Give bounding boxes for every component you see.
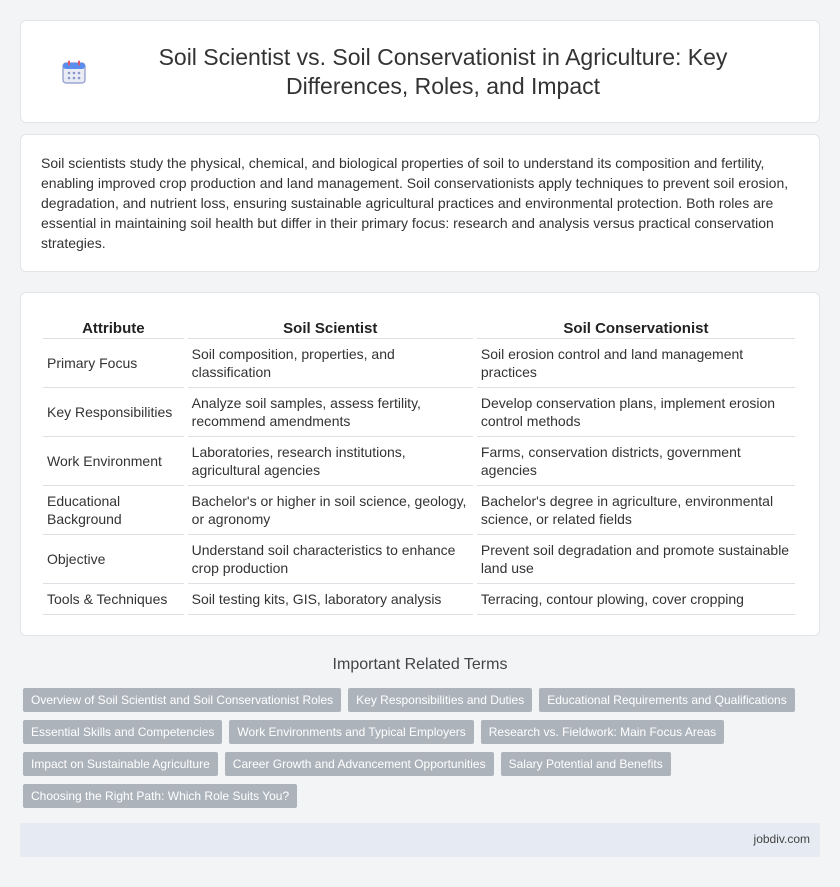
intro-text: Soil scientists study the physical, chemical, and biological properties of soil to understand its composition and fertility, enabling improved crop production and land management. Soil conservationists apply techniques to prevent soil erosion, degradation, and nutrient loss, ensuring sustainable agricultural practices and environmental protection. Both roles are essential in maintaining soil health but differ in their primary focus: research and analysis versus practical conservation strategies. bbox=[41, 155, 789, 251]
table-cell: Soil testing kits, GIS, laboratory analysis bbox=[188, 584, 473, 615]
related-term-tag[interactable]: Career Growth and Advancement Opportunities bbox=[225, 752, 494, 776]
related-term-tag[interactable]: Choosing the Right Path: Which Role Suits You? bbox=[23, 784, 297, 808]
column-header: Attribute bbox=[43, 313, 184, 339]
table-cell: Farms, conservation districts, government agencies bbox=[477, 437, 795, 486]
comparison-table bbox=[39, 313, 799, 615]
table-cell: Key Responsibilities bbox=[43, 388, 184, 437]
table-cell: Bachelor's degree in agriculture, environmental science, or related fields bbox=[477, 486, 795, 535]
table-cell: Soil composition, properties, and classification bbox=[188, 339, 473, 388]
table-cell: Understand soil characteristics to enhance crop production bbox=[188, 535, 473, 584]
table-row bbox=[43, 486, 795, 535]
related-term-tag[interactable]: Overview of Soil Scientist and Soil Conservationist Roles bbox=[23, 688, 341, 712]
table-row bbox=[43, 388, 795, 437]
related-terms-tags bbox=[23, 688, 823, 808]
table-cell: Objective bbox=[43, 535, 184, 584]
table-cell: Bachelor's or higher in soil science, geology, or agronomy bbox=[188, 486, 473, 535]
related-term-tag[interactable]: Salary Potential and Benefits bbox=[501, 752, 671, 776]
related-term-tag[interactable]: Educational Requirements and Qualifications bbox=[539, 688, 794, 712]
table-cell: Work Environment bbox=[43, 437, 184, 486]
title-wrap bbox=[21, 21, 819, 122]
column-header: Soil Scientist bbox=[188, 313, 473, 339]
table-row bbox=[43, 437, 795, 486]
table-row bbox=[43, 339, 795, 388]
header-card bbox=[20, 20, 820, 123]
table-cell: Develop conservation plans, implement erosion control methods bbox=[477, 388, 795, 437]
calendar-icon bbox=[61, 59, 87, 85]
related-term-tag[interactable]: Research vs. Fieldwork: Main Focus Areas bbox=[481, 720, 724, 744]
related-term-tag[interactable]: Impact on Sustainable Agriculture bbox=[23, 752, 218, 776]
table-row bbox=[43, 535, 795, 584]
table-cell: Laboratories, research institutions, agricultural agencies bbox=[188, 437, 473, 486]
related-term-tag[interactable]: Essential Skills and Competencies bbox=[23, 720, 222, 744]
table-cell: Tools & Techniques bbox=[43, 584, 184, 615]
table-cell: Prevent soil degradation and promote sustainable land use bbox=[477, 535, 795, 584]
table-header-row bbox=[43, 313, 795, 339]
table-cell: Educational Background bbox=[43, 486, 184, 535]
related-term-tag[interactable]: Work Environments and Typical Employers bbox=[229, 720, 473, 744]
table-cell: Analyze soil samples, assess fertility, recommend amendments bbox=[188, 388, 473, 437]
intro-card bbox=[20, 134, 820, 272]
column-header: Soil Conservationist bbox=[477, 313, 795, 339]
footer-site-link[interactable]: jobdiv.com bbox=[753, 832, 810, 846]
page-title: Soil Scientist vs. Soil Conservationist in Agriculture: Key Differences, Roles, and Impact bbox=[158, 43, 728, 99]
footer bbox=[20, 823, 820, 857]
related-terms-title: Important Related Terms bbox=[332, 656, 508, 673]
table-cell: Soil erosion control and land management practices bbox=[477, 339, 795, 388]
comparison-card bbox=[20, 292, 820, 636]
related-term-tag[interactable]: Key Responsibilities and Duties bbox=[348, 688, 532, 712]
table-row bbox=[43, 584, 795, 615]
table-cell: Primary Focus bbox=[43, 339, 184, 388]
table-cell: Terracing, contour plowing, cover cropping bbox=[477, 584, 795, 615]
